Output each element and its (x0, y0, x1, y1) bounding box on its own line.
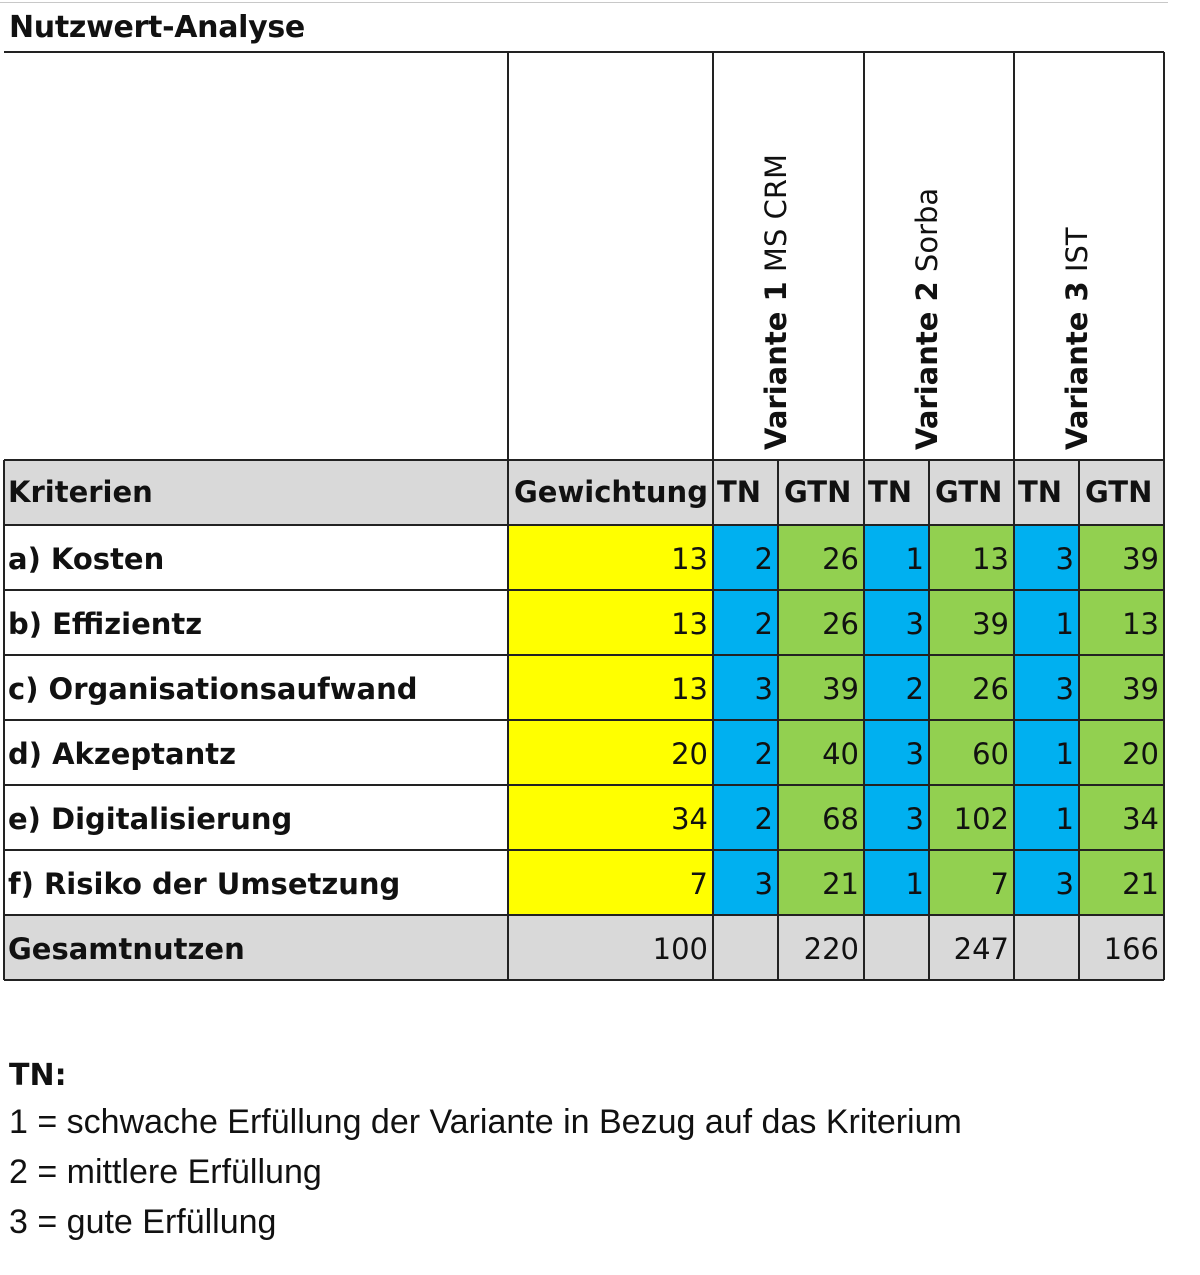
variant-name: MS CRM (759, 154, 793, 282)
total-weight: 100 (652, 932, 708, 966)
grid-line (928, 460, 930, 980)
tn-value: 1 (1055, 802, 1074, 836)
gtn-value: 20 (1122, 737, 1159, 771)
gtn-value: 13 (972, 542, 1009, 576)
gtn-value: 60 (972, 737, 1009, 771)
tn-value: 3 (1055, 542, 1074, 576)
criterion-label: a) Kosten (8, 542, 165, 576)
criterion-label: c) Organisationsaufwand (8, 672, 418, 706)
gtn-value: 26 (822, 542, 859, 576)
variant-title-3 (1060, 227, 1094, 450)
grid-line (507, 52, 509, 980)
weight-cell (508, 850, 713, 915)
header-tn: TN (717, 475, 762, 509)
header-gtn: GTN (784, 475, 852, 509)
total-gtn: 247 (953, 932, 1009, 966)
total-gtn: 166 (1103, 932, 1159, 966)
legend-line-2: 2 = mittlere Erfüllung (9, 1153, 322, 1191)
gtn-value: 68 (822, 802, 859, 836)
grid-line (1013, 52, 1015, 980)
grid-line (4, 719, 1164, 721)
weight-value: 13 (671, 542, 708, 576)
tn-value: 1 (1055, 607, 1074, 641)
gtn-value: 102 (953, 802, 1009, 836)
gtn-value: 21 (1122, 867, 1159, 901)
grid-line (4, 784, 1164, 786)
grid-line (3, 460, 5, 980)
gtn-value: 40 (822, 737, 859, 771)
total-gtn: 220 (803, 932, 859, 966)
grid-line (712, 52, 714, 980)
tn-value: 3 (905, 607, 924, 641)
legend-line-3: 3 = gute Erfüllung (9, 1203, 277, 1241)
grid-line (1163, 52, 1165, 980)
header-gtn: GTN (1085, 475, 1153, 509)
grid-line (4, 51, 1164, 53)
gtn-value: 7 (990, 867, 1009, 901)
grid-line (4, 914, 1164, 916)
tn-value: 3 (905, 737, 924, 771)
tn-value: 3 (1055, 867, 1074, 901)
variant-title-2 (910, 187, 944, 450)
weight-value: 7 (689, 867, 708, 901)
gtn-value: 26 (822, 607, 859, 641)
header-tn: TN (868, 475, 913, 509)
grid-line (4, 589, 1164, 591)
page-title: Nutzwert-Analyse (9, 10, 305, 45)
gtn-value: 39 (1122, 542, 1159, 576)
gtn-value: 39 (822, 672, 859, 706)
variant-number: Variante 3 (1060, 281, 1094, 450)
gtn-value: 21 (822, 867, 859, 901)
tn-value: 2 (905, 672, 924, 706)
gtn-value: 26 (972, 672, 1009, 706)
variant-number: Variante 2 (910, 281, 944, 450)
legend-title: TN: (9, 1058, 67, 1093)
grid-line (4, 459, 1164, 461)
criterion-label: b) Effizientz (8, 607, 203, 641)
tn-value: 3 (754, 867, 773, 901)
weight-value: 13 (671, 672, 708, 706)
header-kriterien: Kriterien (8, 475, 153, 509)
header-gewichtung: Gewichtung (514, 475, 708, 509)
tn-value: 2 (754, 607, 773, 641)
grid-line (4, 524, 1164, 526)
grid-line (4, 654, 1164, 656)
grid-line (863, 52, 865, 980)
tn-value: 2 (754, 542, 773, 576)
grid-line (4, 849, 1164, 851)
weight-value: 20 (671, 737, 708, 771)
gtn-value: 39 (972, 607, 1009, 641)
tn-value: 3 (754, 672, 773, 706)
criterion-label: e) Digitalisierung (8, 802, 293, 836)
legend-line-1: 1 = schwache Erfüllung der Variante in Bezug auf das Kriterium (9, 1103, 962, 1141)
criterion-label: f) Risiko der Umsetzung (8, 867, 401, 901)
tn-value: 1 (905, 867, 924, 901)
tn-value: 2 (754, 737, 773, 771)
total-label: Gesamtnutzen (8, 932, 245, 966)
variant-title-1 (759, 154, 793, 450)
grid-line (4, 979, 1164, 981)
variant-number: Variante 1 (759, 281, 793, 450)
nutzwert-table (4, 52, 1164, 982)
gtn-value: 34 (1122, 802, 1159, 836)
tn-value: 1 (905, 542, 924, 576)
header-tn: TN (1018, 475, 1063, 509)
grid-line (1078, 460, 1080, 980)
criterion-label: d) Akzeptantz (8, 737, 236, 771)
grid-line (777, 460, 779, 980)
top-divider (0, 2, 1168, 3)
weight-value: 34 (671, 802, 708, 836)
tn-value: 3 (1055, 672, 1074, 706)
variant-name: IST (1060, 227, 1094, 282)
gtn-value: 39 (1122, 672, 1159, 706)
gtn-value: 13 (1122, 607, 1159, 641)
variant-name: Sorba (910, 187, 944, 282)
tn-value: 3 (905, 802, 924, 836)
tn-value: 2 (754, 802, 773, 836)
tn-value: 1 (1055, 737, 1074, 771)
weight-value: 13 (671, 607, 708, 641)
header-gtn: GTN (935, 475, 1003, 509)
